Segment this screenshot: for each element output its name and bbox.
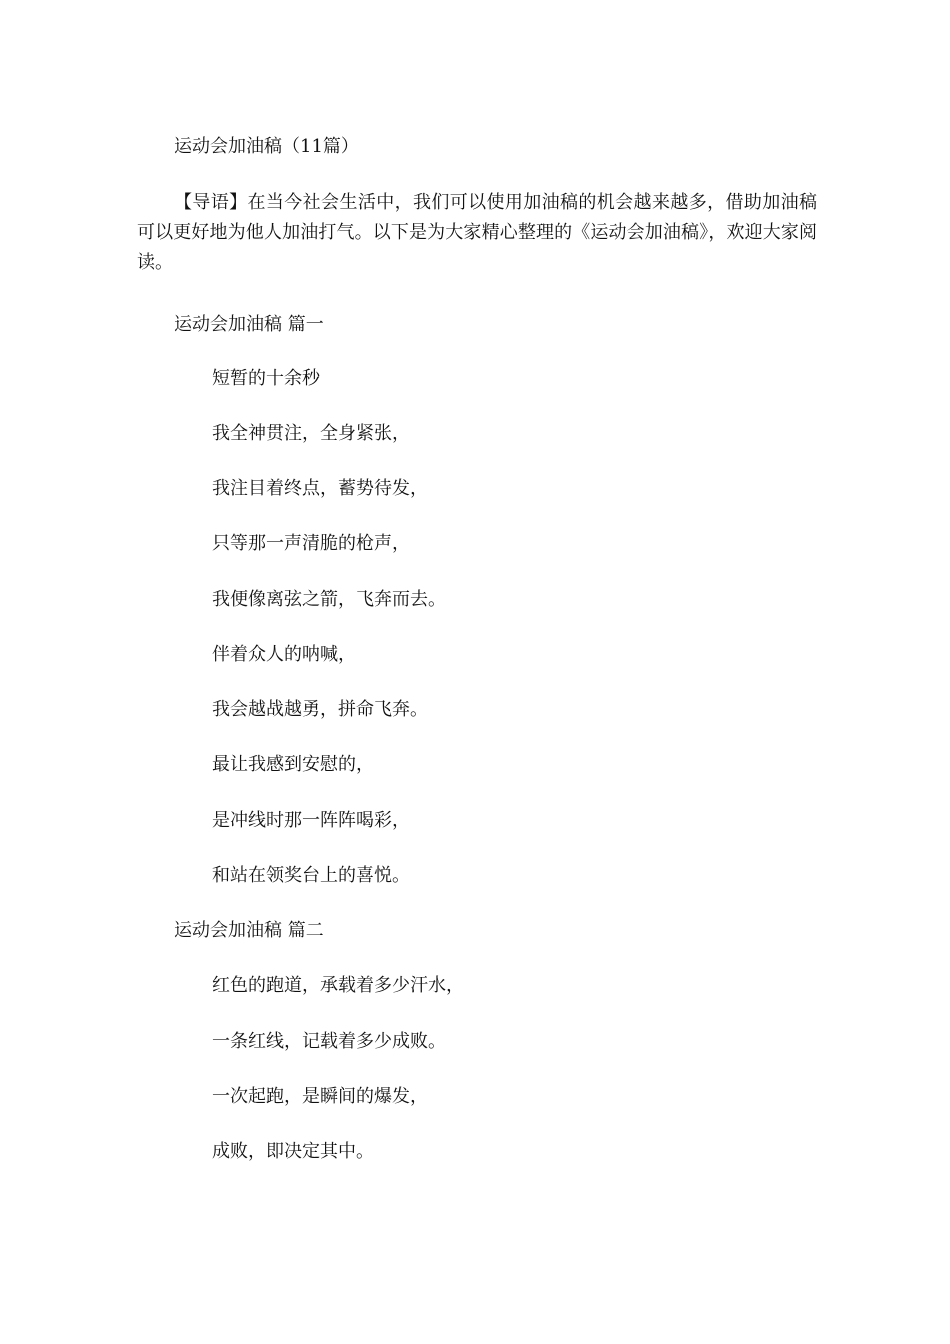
poem-line: 我便像离弦之箭，飞奔而去。 (212, 589, 446, 610)
poem-line: 我全神贯注，全身紧张， (212, 423, 410, 444)
section-heading-2: 运动会加油稿 篇二 (174, 920, 324, 941)
poem-line: 成败，即决定其中。 (212, 1141, 374, 1162)
poem-line: 红色的跑道，承载着多少汗水， (212, 975, 464, 996)
section-heading-1: 运动会加油稿 篇一 (174, 314, 324, 335)
poem-line: 最让我感到安慰的， (212, 754, 374, 775)
poem-line: 是冲线时那一阵阵喝彩， (212, 810, 410, 831)
document-title: 运动会加油稿（11篇） (174, 136, 359, 157)
poem-line: 一次起跑，是瞬间的爆发， (212, 1086, 428, 1107)
poem-line: 短暂的十余秒 (212, 368, 320, 389)
poem-line: 只等那一声清脆的枪声， (212, 533, 410, 554)
poem-line: 伴着众人的呐喊， (212, 644, 356, 665)
intro-paragraph: 【导语】在当今社会生活中，我们可以使用加油稿的机会越来越多，借助加油稿可以更好地为他人加油打气。以下是为大家精心整理的《运动会加油稿》，欢迎大家阅读。 (137, 192, 817, 273)
poem-line: 我会越战越勇，拼命飞奔。 (212, 699, 428, 720)
poem-line: 和站在领奖台上的喜悦。 (212, 865, 410, 886)
poem-line: 一条红线，记载着多少成败。 (212, 1031, 446, 1052)
poem-line: 我注目着终点，蓄势待发， (212, 478, 428, 499)
